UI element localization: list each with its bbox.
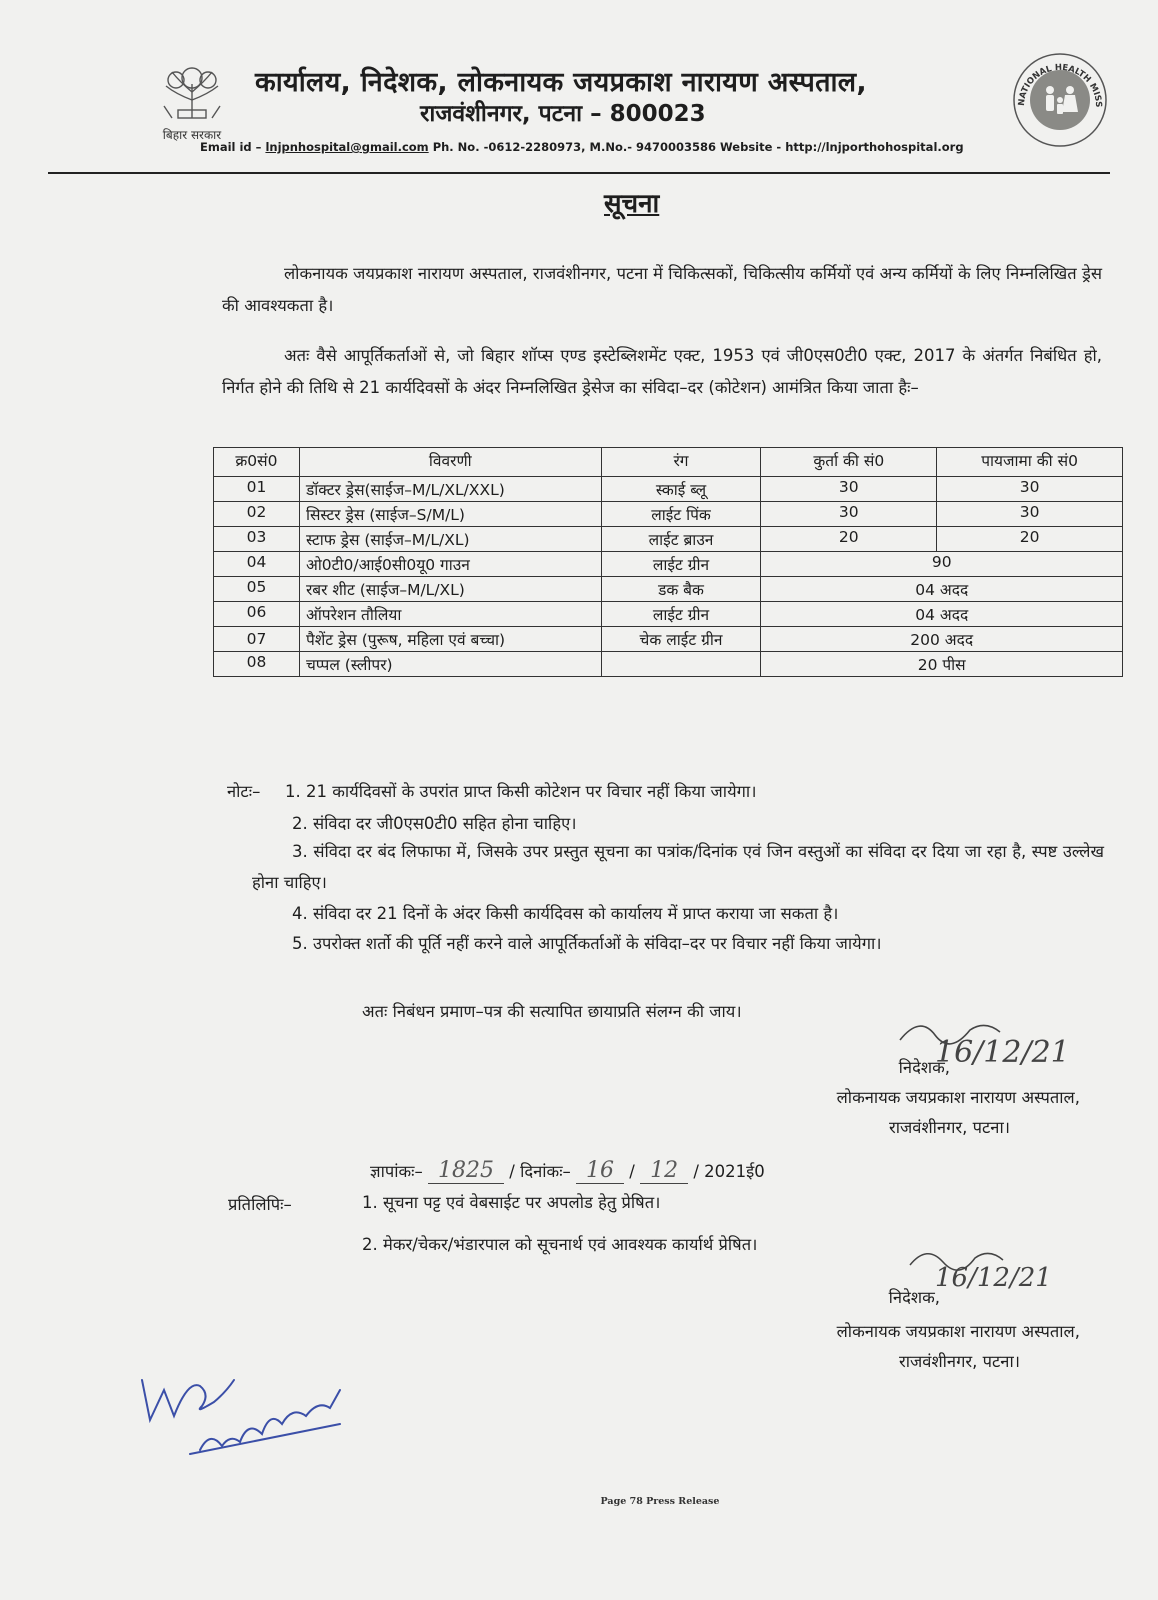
row-sno: 06 (214, 602, 300, 627)
header-divider (48, 172, 1110, 174)
signatory-place-1: राजवंशीनगर, पटना। (889, 1118, 1010, 1137)
row-sno: 03 (214, 527, 300, 552)
row-color: लाईट ग्रीन (601, 602, 761, 627)
copy-label: प्रतिलिपिः– (228, 1195, 292, 1214)
memo-ref-number: 1825 (428, 1158, 504, 1184)
row-color: लाईट ग्रीन (601, 552, 761, 577)
note-item-5: 5. उपरोक्त शर्तो की पूर्ति नहीं करने वाले आपूर्तिकर्ताओं के संविदा–दर पर विचार नहीं किया जायेगा। (292, 934, 882, 953)
col-header-color: रंग (601, 448, 761, 477)
col-header-sno: क्र0सं0 (214, 448, 300, 477)
row-desc: सिस्टर ड्रेस (साईज–S/M/L) (299, 502, 601, 527)
row-sno: 07 (214, 627, 300, 652)
bodhi-tree-icon (142, 62, 242, 124)
memo-reference-line: ज्ञापांकः– 1825 / दिनांकः– 16 / 12 / 2021ई0 (370, 1158, 765, 1183)
note-label: नोटः– (227, 782, 261, 801)
copy-item-1: 1. सूचना पट्ट एवं वेबसाईट पर अपलोड हेतु प्रेषित। (362, 1193, 661, 1212)
row-color: डक बैक (601, 577, 761, 602)
phone-text: Ph. No. -0612-2280973, M.No.- 9470003586 Website - (432, 140, 782, 154)
contact-line (200, 140, 1100, 154)
dress-requirement-table (213, 447, 1123, 677)
memo-day: 16 (576, 1158, 624, 1184)
note-item-1: 1. 21 कार्यदिवसों के उपरांत प्राप्त किसी कोटेशन पर विचार नहीं किया जायेगा। (285, 782, 757, 801)
table-row (214, 477, 1123, 502)
row-quantity: 200 अदद (761, 627, 1123, 652)
col-header-pajama: पायजामा की सं0 (937, 448, 1123, 477)
nhm-seal (1010, 50, 1110, 150)
row-kurta: 30 (761, 502, 937, 527)
row-sno: 05 (214, 577, 300, 602)
note-item-4: 4. संविदा दर 21 दिनों के अंदर किसी कार्यदिवस को कार्यालय में प्राप्त कराया जा सकता है। (292, 904, 839, 923)
row-quantity: 20 पीस (761, 652, 1123, 677)
row-sno: 01 (214, 477, 300, 502)
table-row (214, 502, 1123, 527)
row-color: लाईट पिंक (601, 502, 761, 527)
signatory-org-2: लोकनायक जयप्रकाश नारायण अस्पताल, (836, 1322, 1080, 1341)
table-header-row (214, 448, 1123, 477)
office-name: कार्यालय, निदेशक, लोकनायक जयप्रकाश नारायण अस्पताल, (255, 67, 867, 98)
signatory-place-2: राजवंशीनगर, पटना। (899, 1352, 1020, 1371)
office-address: राजवंशीनगर, पटना – 800023 (420, 101, 706, 127)
table-row (214, 552, 1123, 577)
row-desc: डॉक्टर ड्रेस(साईज–M/L/XL/XXL) (299, 477, 601, 502)
attachment-note: अतः निबंधन प्रमाण–पत्र की सत्यापित छायाप्रति संलग्न की जाय। (362, 1002, 742, 1021)
signature-1-date: 16/12/21 (935, 1035, 1070, 1070)
row-quantity: 90 (761, 552, 1123, 577)
row-desc: ऑपरेशन तौलिया (299, 602, 601, 627)
col-header-desc: विवरणी (299, 448, 601, 477)
row-kurta: 30 (761, 477, 937, 502)
bihar-emblem (142, 62, 242, 144)
table-row (214, 627, 1123, 652)
signatory-org-1: लोकनायक जयप्रकाश नारायण अस्पताल, (836, 1088, 1080, 1107)
memo-month: 12 (640, 1158, 688, 1184)
row-pajama: 30 (937, 502, 1123, 527)
table-row (214, 652, 1123, 677)
seal-text: NATIONAL HEALTH MISS (1016, 62, 1104, 108)
email-link[interactable]: lnjpnhospital@gmail.com (265, 140, 429, 154)
col-header-kurta: कुर्ता की सं0 (761, 448, 937, 477)
row-desc: ओ0टी0/आई0सी0यू0 गाउन (299, 552, 601, 577)
row-color (601, 652, 761, 677)
signatory-title-2: निदेशक, (888, 1288, 940, 1307)
note-item-2: 2. संविदा दर जी0एस0टी0 सहित होना चाहिए। (292, 814, 577, 833)
row-sno: 08 (214, 652, 300, 677)
intro-paragraph: लोकनायक जयप्रकाश नारायण अस्पताल, राजवंशीनगर, पटना में चिकित्सकों, चिकित्सीय कर्मियों एवं अन्य कर्मियों के लिए निम्नलिखित ड्रेस की आवश्यकता है। (222, 264, 1102, 315)
row-sno: 04 (214, 552, 300, 577)
table-row (214, 577, 1123, 602)
handwritten-initials (130, 1350, 360, 1460)
quotation-paragraph: अतः वैसे आपूर्तिकर्ताओं से, जो बिहार शॉप्स एण्ड इस्टेब्लिशमेंट एक्ट, 1953 एवं जी0एस0टी0 एक्ट, 2017 के अंतर्गत निबंधित हो, निर्गत होने की तिथि से 21 कार्यदिवसों के अंदर निम्नलिखित ड्रेसेज का संविदा–दर (कोटेशन) आमंत्रित किया जाता हैः– (222, 346, 1102, 397)
page-footer: Page 78 Press Release (600, 1496, 720, 1507)
row-quantity: 04 अदद (761, 602, 1123, 627)
note-item-3: 3. संविदा दर बंद लिफाफा में, जिसके उपर प्रस्तुत सूचना का पत्रांक/दिनांक एवं जिन वस्तुओं का संविदा दर दिया जा रहा है, स्पष्ट उल्लेख होना चाहिए। (252, 842, 1104, 892)
table-row (214, 602, 1123, 627)
copy-item-2: 2. मेकर/चेकर/भंडारपाल को सूचनार्थ एवं आवश्यक कार्यार्थ प्रेषित। (362, 1235, 758, 1254)
signature-2-date: 16/12/21 (935, 1263, 1052, 1293)
row-color: स्काई ब्लू (601, 477, 761, 502)
table-row (214, 527, 1123, 552)
row-desc: चप्पल (स्लीपर) (299, 652, 601, 677)
website-link[interactable]: http://lnjporthohospital.org (785, 140, 964, 154)
memo-date-label: / दिनांकः– (509, 1162, 571, 1181)
row-quantity: 04 अदद (761, 577, 1123, 602)
row-desc: स्टाफ ड्रेस (साईज–M/L/XL) (299, 527, 601, 552)
notice-title: सूचना (604, 189, 660, 219)
emblem-caption: बिहार सरकार (162, 128, 222, 142)
row-pajama: 20 (937, 527, 1123, 552)
email-label: Email id – (200, 140, 262, 154)
row-desc: रबर शीट (साईज–M/L/XL) (299, 577, 601, 602)
signatory-title-1: निदेशक, (898, 1058, 950, 1077)
row-desc: पैशेंट ड्रेस (पुरूष, महिला एवं बच्चा) (299, 627, 601, 652)
row-pajama: 30 (937, 477, 1123, 502)
row-color: चेक लाईट ग्रीन (601, 627, 761, 652)
row-sno: 02 (214, 502, 300, 527)
memo-ref-label: ज्ञापांकः– (370, 1162, 423, 1181)
row-color: लाईट ब्राउन (601, 527, 761, 552)
nhm-logo-icon (1010, 50, 1110, 150)
memo-year: / 2021ई0 (693, 1162, 765, 1181)
row-kurta: 20 (761, 527, 937, 552)
